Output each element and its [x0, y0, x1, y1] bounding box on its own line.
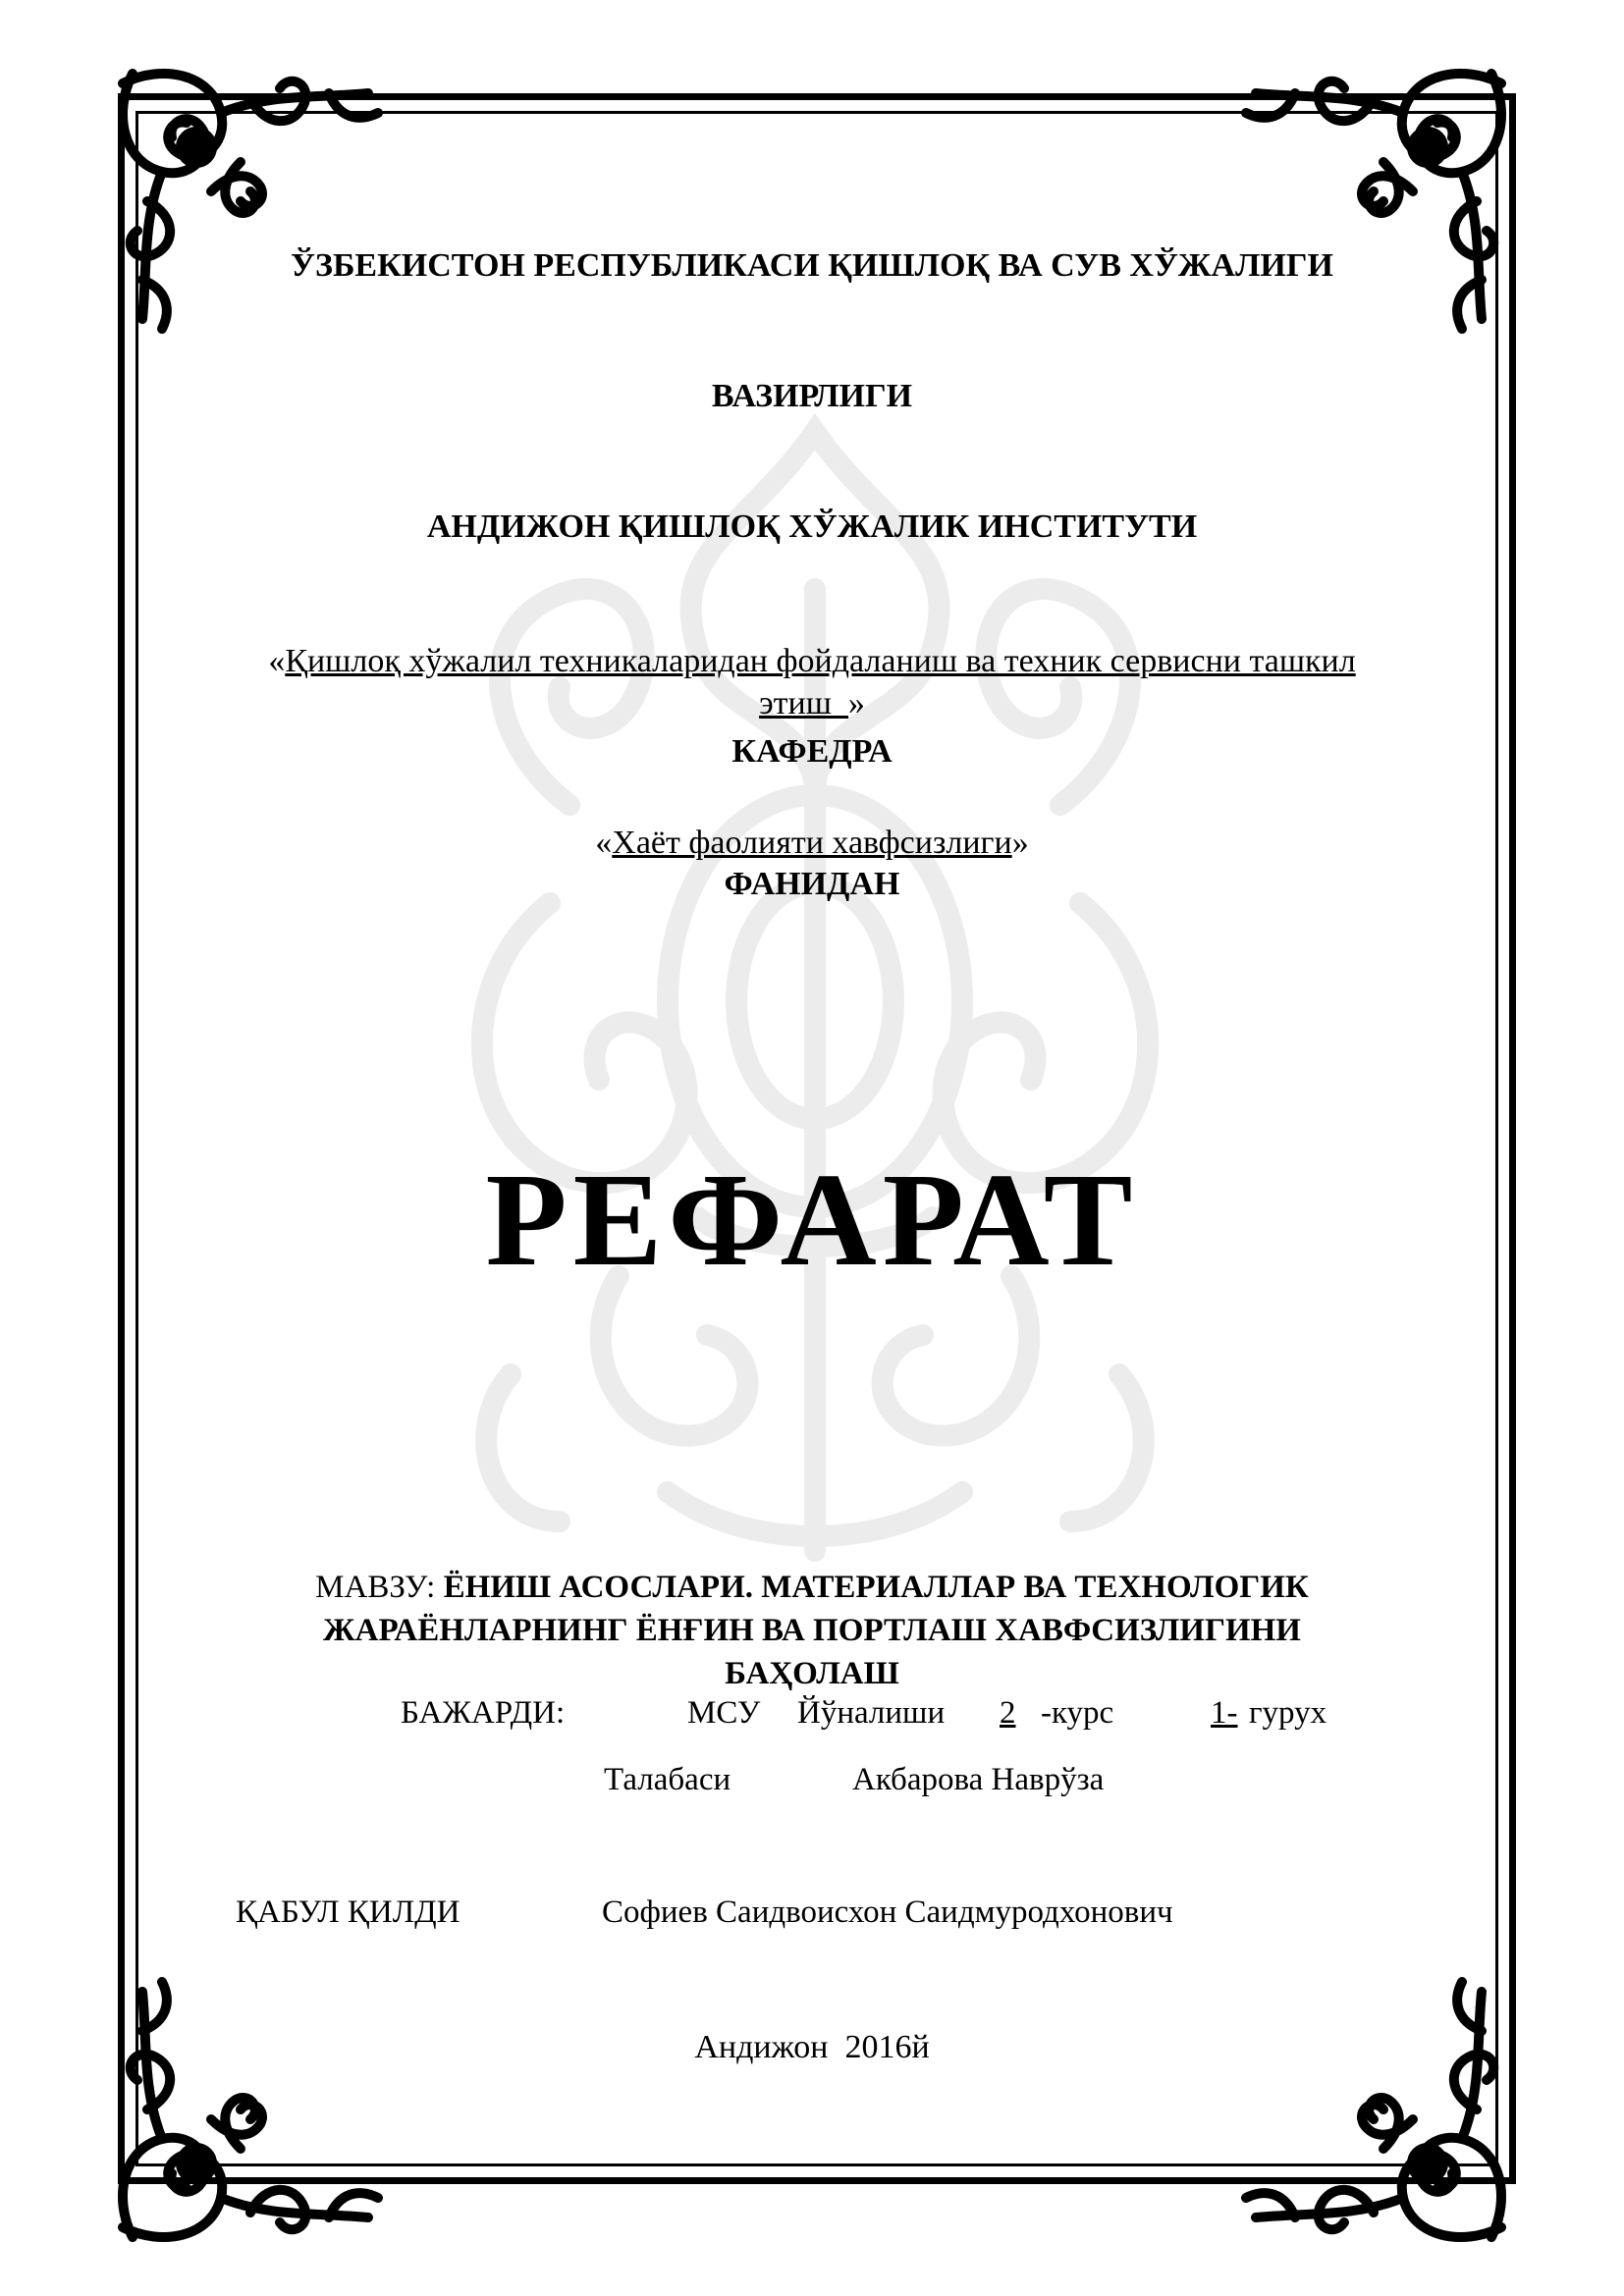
topic-line-1 — [0, 1566, 1624, 1609]
corner-ornament-bottom-left — [103, 1962, 398, 2257]
institute-name: АНДИЖОН ҚИШЛОҚ ХЎЖАЛИК ИНСТИТУТИ — [426, 508, 1198, 545]
topic-line-3: БАҲОЛАШ — [725, 1656, 899, 1691]
performed-label: БАЖАРДИ: — [401, 1695, 566, 1731]
department-name-line-2 — [0, 685, 1624, 722]
department-label: КАФЕДРА — [731, 733, 893, 770]
department-name-text-2: этиш_ — [759, 685, 848, 721]
document-title: РЕФАРАТ — [485, 1147, 1139, 1294]
corner-ornament-top-left — [103, 54, 398, 348]
direction-label: Йўналиши — [797, 1695, 946, 1731]
group-label: гурух — [1249, 1695, 1327, 1731]
topic-line-2: ЖАРАЁНЛАРНИНГ ЁНҒИН ВА ПОРТЛАШ ХАВФСИЗЛИГИНИ — [323, 1613, 1301, 1648]
topic-block — [0, 1566, 1624, 1695]
group-number: 1- — [1211, 1695, 1238, 1731]
student-label: Талабаси — [604, 1762, 731, 1797]
ministry-line-1: ЎЗБЕКИСТОН РЕСПУБЛИКАСИ ҚИШЛОҚ ВА СУВ ХЎЖАЛИГИ — [291, 247, 1333, 284]
program-name: МСУ — [687, 1695, 761, 1731]
subject-open-quote: « — [595, 825, 613, 861]
city-year: Андижон 2016й — [694, 2029, 930, 2065]
department-open-quote: « — [268, 643, 286, 679]
student-name: Акбарова Наврўза — [852, 1762, 1105, 1797]
course-number: 2 — [1000, 1695, 1016, 1731]
corner-ornament-bottom-right — [1226, 1962, 1521, 2257]
topic-label: МАВЗУ: — [315, 1570, 444, 1605]
subject-name — [0, 825, 1624, 862]
corner-ornament-top-right — [1226, 54, 1521, 348]
department-name-line-1 — [0, 643, 1624, 680]
course-label: -курс — [1041, 1695, 1114, 1731]
subject-label: ФАНИДАН — [724, 866, 900, 902]
ministry-line-2: ВАЗИРЛИГИ — [711, 378, 913, 414]
topic-text-1: ЁНИШ АСОСЛАРИ. МАТЕРИАЛЛАР ВА ТЕХНОЛОГИК — [443, 1570, 1309, 1605]
supervisor-name: Софиев Саидвоисхон Саидмуродхонович — [602, 1895, 1173, 1930]
accepted-label: ҚАБУЛ ҚИЛДИ — [236, 1895, 460, 1930]
subject-name-text: Хаёт фаолияти хавфсизлиги — [612, 825, 1012, 861]
department-close-quote: » — [847, 685, 865, 721]
page-border-inner — [135, 111, 1498, 2166]
subject-close-quote: » — [1011, 825, 1029, 861]
department-name-text: Қишлоқ хўжалил техникаларидан фойдаланиш ва техник сервисни ташкил — [285, 643, 1356, 679]
